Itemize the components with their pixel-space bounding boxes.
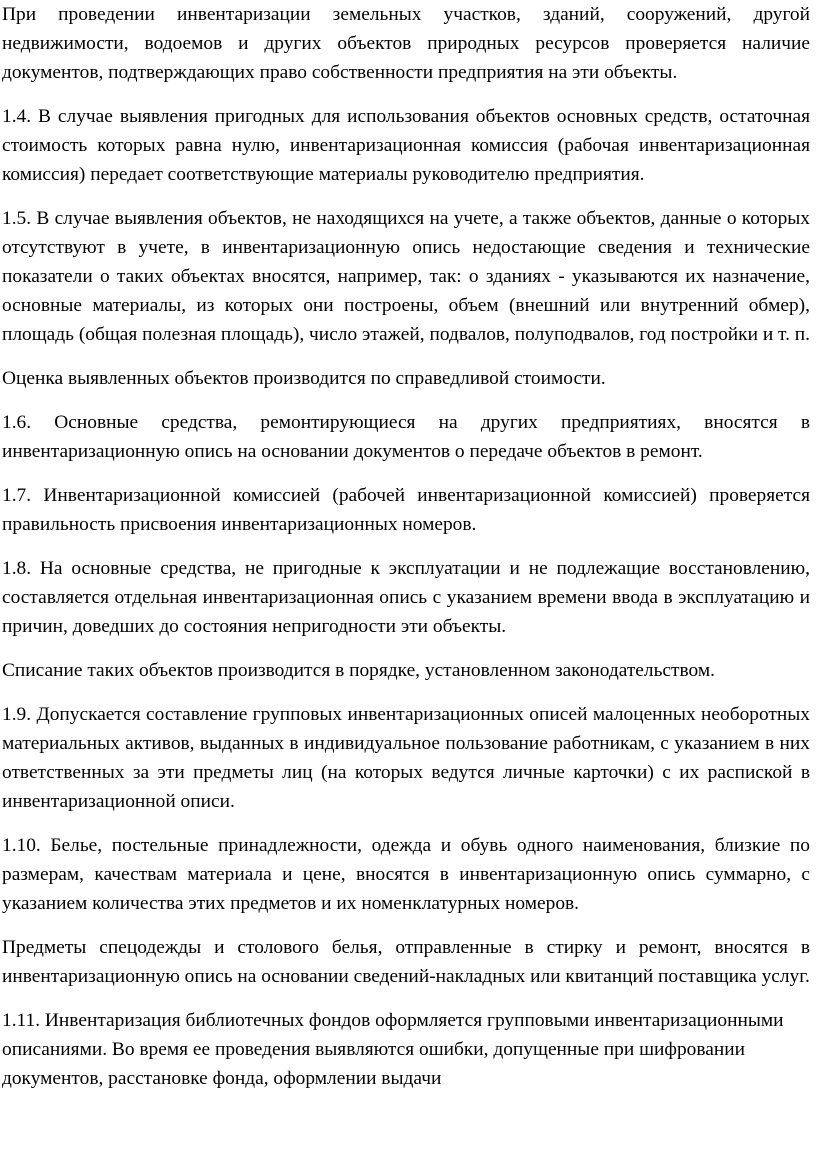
paragraph-1-4: 1.4. В случае выявления пригодных для использования объектов основных средств, остаточная стоимость которых равна нулю, инвентаризационная комиссия (рабочая инвентаризационная комиссия) передает соответствующие материалы руководителю предприятия. xyxy=(2,106,810,185)
paragraph-property-documents: При проведении инвентаризации земельных участков, зданий, сооружений, другой недвижимости, водоемов и других объектов природных ресурсов проверяется наличие документов, подтверждающих право собственности предприятия на эти объекты. xyxy=(2,4,810,83)
paragraph-1-6: 1.6. Основные средства, ремонтирующиеся на других предприятиях, вносятся в инвентаризационную опись на основании документов о передаче объектов в ремонт. xyxy=(2,412,810,462)
paragraph-workwear: Предметы спецодежды и столового белья, отправленные в стирку и ремонт, вносятся в инвентаризационную опись на основании сведений-накладных или квитанций поставщика услуг. xyxy=(2,937,810,987)
paragraph-1-11: 1.11. Инвентаризация библиотечных фондов оформляется групповыми инвентаризационными описаниями. Во время ее проведения выявляются ошибки, допущенные при шифровании документов, расстановке фонда, оформлении выдачи xyxy=(2,1010,784,1089)
paragraph-1-7: 1.7. Инвентаризационной комиссией (рабочей инвентаризационной комиссией) проверяется правильность присвоения инвентаризационных номеров. xyxy=(2,485,810,535)
paragraph-fair-value: Оценка выявленных объектов производится по справедливой стоимости. xyxy=(2,368,606,389)
paragraph-write-off: Списание таких объектов производится в порядке, установленном законодательством. xyxy=(2,660,715,681)
paragraph-1-5: 1.5. В случае выявления объектов, не находящихся на учете, а также объектов, данные о которых отсутствуют в учете, в инвентаризационную опись недостающие сведения и технические показатели о таких объектах вносятся, например, так: о зданиях - указываются их назначение, основные материалы, из которых они построены, объем (внешний или внутренний обмер), площадь (общая полезная площадь), число этажей, подвалов, полуподвалов, год постройки и т. п. xyxy=(2,208,810,345)
paragraph-1-10: 1.10. Белье, постельные принадлежности, одежда и обувь одного наименования, близкие по размерам, качествам материала и цене, вносятся в инвентаризационную опись суммарно, с указанием количества этих предметов и их номенклатурных номеров. xyxy=(2,835,810,914)
paragraph-1-9: 1.9. Допускается составление групповых инвентаризационных описей малоценных необоротных материальных активов, выданных в индивидуальное пользование работникам, с указанием в них ответственных за эти предметы лиц (на которых ведутся личные карточки) с их распиской в инвентаризационной описи. xyxy=(2,704,810,812)
paragraph-1-8: 1.8. На основные средства, не пригодные к эксплуатации и не подлежащие восстановлению, составляется отдельная инвентаризационная опись с указанием времени ввода в эксплуатацию и причин, доведших до состояния непригодности эти объекты. xyxy=(2,558,810,637)
